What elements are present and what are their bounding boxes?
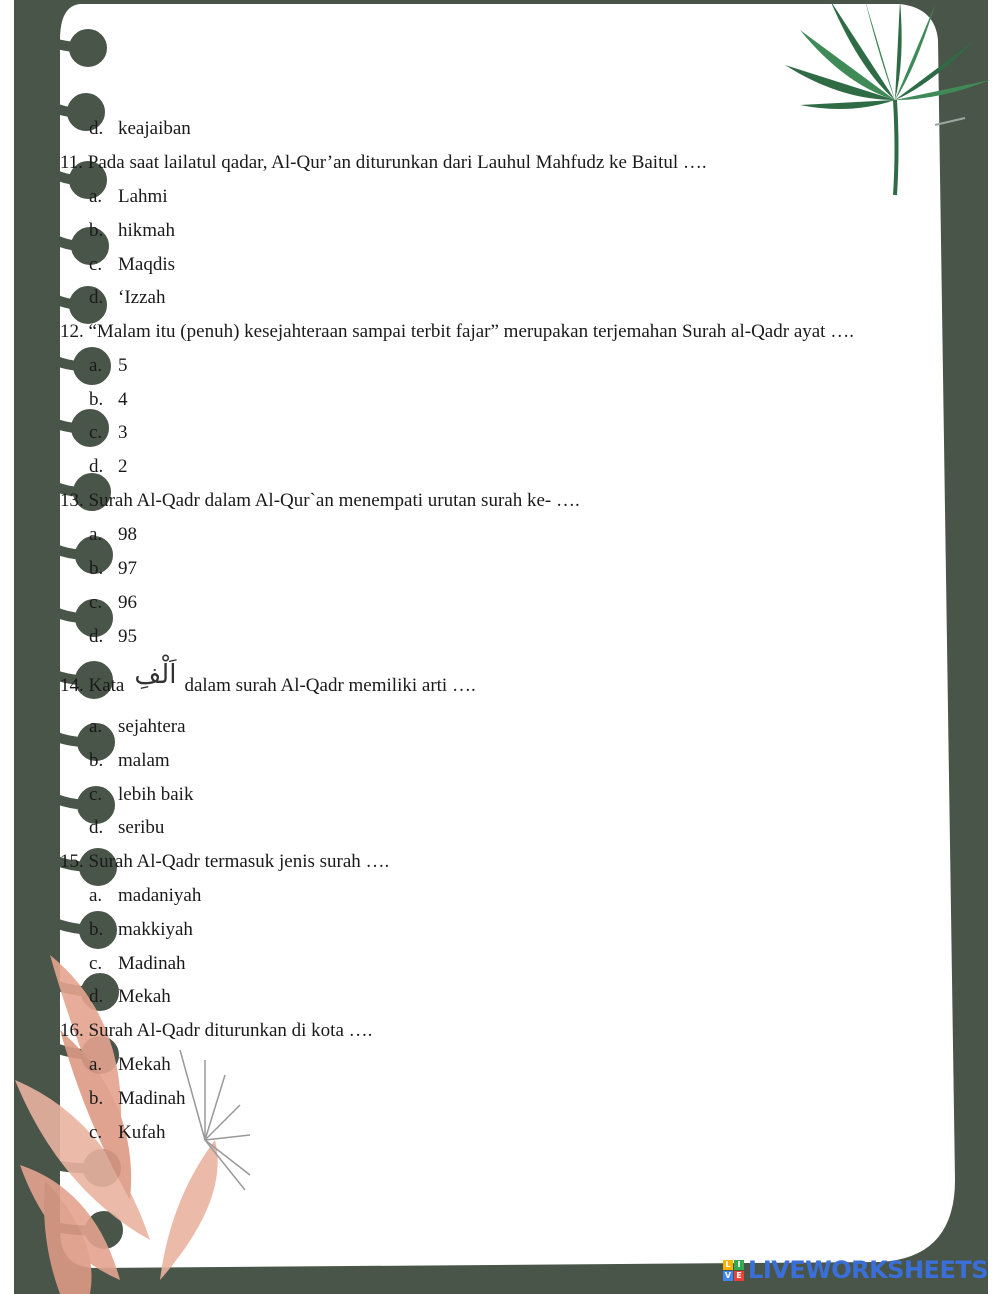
logo-letter: V: [724, 1270, 732, 1280]
logo-letter: I: [734, 1260, 744, 1270]
option-letter: c.: [89, 422, 103, 443]
option-text: ‘Izzah: [118, 287, 166, 308]
logo-letter: L: [723, 1260, 733, 1270]
option-text: malam: [118, 750, 170, 771]
option-text: madaniyah: [118, 885, 202, 906]
option-text: Mekah: [118, 986, 171, 1007]
option-letter: d.: [89, 287, 104, 308]
question-12: 12. “Malam itu (penuh) kesejahteraan sampai terbit fajar” merupakan terjemahan Surah al-Qadr ayat ….: [60, 321, 854, 342]
q13-option-c: [89, 592, 137, 614]
option-letter: a.: [89, 1054, 103, 1075]
q13-option-b: [89, 558, 137, 580]
option-letter: a.: [89, 716, 103, 737]
option-letter: d.: [89, 986, 104, 1007]
option-letter: b.: [89, 558, 104, 579]
option-letter: b.: [89, 1088, 104, 1109]
option-text: Maqdis: [118, 254, 175, 275]
q16-option-b: [89, 1088, 186, 1110]
q14-option-d: [89, 817, 164, 839]
option-letter: c.: [89, 592, 103, 613]
logo-letter: E: [734, 1271, 744, 1281]
option-text: 4: [118, 389, 128, 410]
q13-option-d: [89, 626, 137, 648]
q14-option-c: [89, 784, 193, 806]
option-text: 97: [118, 558, 137, 579]
option-letter: b.: [89, 919, 104, 940]
option-letter: d.: [89, 118, 104, 139]
option-letter: b.: [89, 220, 104, 241]
option-text: keajaiban: [118, 118, 191, 139]
option-text: 96: [118, 592, 137, 613]
option-text: 5: [118, 355, 128, 376]
liveworksheets-logo-icon: [723, 1260, 744, 1281]
q12-option-a: [89, 355, 128, 377]
option-text: 98: [118, 524, 137, 545]
option-text: hikmah: [118, 220, 175, 241]
q11-option-c: [89, 254, 175, 276]
watermark-text: LIVEWORKSHEETS: [748, 1256, 988, 1284]
q11-option-a: [89, 186, 168, 208]
option-letter: b.: [89, 389, 104, 410]
q10-option-d: [89, 118, 191, 140]
q14-option-b: [89, 750, 170, 772]
option-letter: c.: [89, 784, 103, 805]
option-text: 3: [118, 422, 128, 443]
q16-option-a: [89, 1054, 171, 1076]
q15-option-c: [89, 953, 186, 975]
q11-option-d: [89, 287, 165, 309]
q14-option-a: [89, 716, 186, 738]
option-letter: c.: [89, 254, 103, 275]
question-13: 13. Surah Al-Qadr dalam Al-Qur`an menempati urutan surah ke- ….: [60, 490, 580, 511]
q15-option-d: [89, 986, 171, 1008]
option-letter: a.: [89, 186, 103, 207]
question-11: 11. Pada saat lailatul qadar, Al-Qur’an diturunkan dari Lauhul Mahfudz ke Baitul ….: [60, 152, 707, 173]
option-letter: d.: [89, 817, 104, 838]
option-text: makkiyah: [118, 919, 193, 940]
option-letter: a.: [89, 885, 103, 906]
option-letter: a.: [89, 524, 103, 545]
option-letter: b.: [89, 750, 104, 771]
q11-option-b: [89, 220, 175, 242]
option-letter: c.: [89, 1122, 103, 1143]
q15-option-a: [89, 885, 201, 907]
q12-option-d: [89, 456, 128, 478]
q15-option-b: [89, 919, 193, 941]
arabic-word: اَلْفِ: [134, 660, 177, 690]
question-14-suffix: dalam surah Al-Qadr memiliki arti ….: [184, 675, 476, 696]
question-16: 16. Surah Al-Qadr diturunkan di kota ….: [60, 1020, 373, 1041]
option-text: lebih baik: [118, 784, 194, 805]
question-14: [60, 660, 476, 697]
question-15: 15. Surah Al-Qadr termasuk jenis surah ….: [60, 851, 390, 872]
option-letter: d.: [89, 626, 104, 647]
q13-option-a: [89, 524, 137, 546]
option-text: seribu: [118, 817, 165, 838]
option-text: Mekah: [118, 1054, 171, 1075]
option-text: Kufah: [118, 1122, 166, 1143]
liveworksheets-watermark[interactable]: [723, 1256, 988, 1284]
option-letter: c.: [89, 953, 103, 974]
option-text: 95: [118, 626, 137, 647]
q12-option-c: [89, 422, 128, 444]
q12-option-b: [89, 389, 128, 411]
option-text: Madinah: [118, 953, 186, 974]
option-letter: d.: [89, 456, 104, 477]
option-letter: a.: [89, 355, 103, 376]
option-text: sejahtera: [118, 716, 186, 737]
q16-option-c: [89, 1122, 165, 1144]
question-14-prefix: 14. Kata: [60, 675, 125, 696]
option-text: Lahmi: [118, 186, 168, 207]
option-text: Madinah: [118, 1088, 186, 1109]
option-text: 2: [118, 456, 128, 477]
